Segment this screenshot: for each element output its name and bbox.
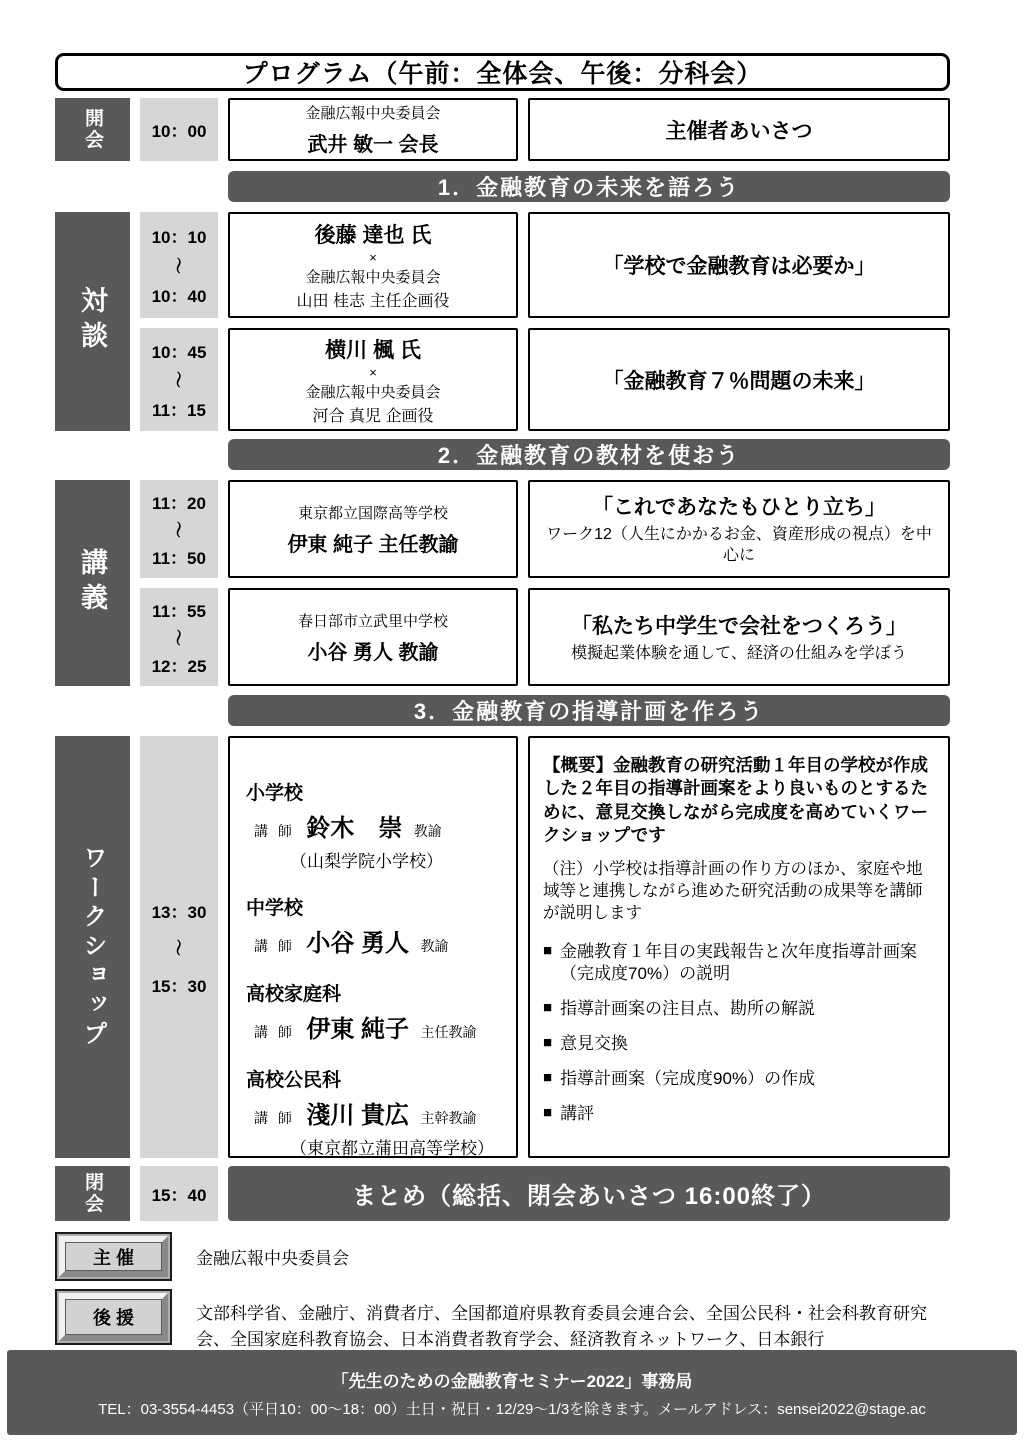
support-badge xyxy=(55,1289,172,1345)
workshop-note: （注）小学校は指導計画の作り方のほか、家庭や地域等と連携しながら進めた研究活動の成果等を講師が説明します xyxy=(543,860,923,922)
instructor-school-note: （東京都立蒲田高等学校） xyxy=(290,1139,494,1158)
closing-side-label xyxy=(55,1166,130,1221)
opening-content-text: 主催者あいさつ xyxy=(665,119,813,143)
workshop-agenda-item xyxy=(543,998,935,1020)
opening-speaker-name: 武井 敏一 会長 xyxy=(307,134,439,156)
workshop-group-hs-home-economics xyxy=(246,979,502,1044)
instructor-name: 淺川 貴広 xyxy=(306,1102,410,1129)
opening-content-box xyxy=(528,98,950,161)
closing-summary-bar xyxy=(228,1166,950,1221)
host-value: 金融広報中央委員会 xyxy=(196,1249,349,1268)
talk2-org: 金融広報中央委員会 xyxy=(305,383,441,401)
lecture1-topic: 「これであなたもひとり立ち」 xyxy=(592,496,886,520)
talk2-time-start: 10：45 xyxy=(151,343,207,362)
closing-side-label-text: 閉会 xyxy=(82,1172,103,1215)
talk2-speakers-box xyxy=(228,328,518,431)
section1-side-label xyxy=(55,212,130,431)
instructor-role: 講 師 xyxy=(254,1024,295,1040)
closing-row xyxy=(55,1166,950,1221)
workshop-instructor-line xyxy=(246,923,502,958)
workshop-agenda-item xyxy=(543,1103,935,1125)
workshop-agenda-list xyxy=(543,941,935,1126)
lecture1-speaker-box xyxy=(228,480,518,578)
workshop-agenda-item xyxy=(543,1033,935,1055)
opening-speaker-org: 金融広報中央委員会 xyxy=(305,105,441,122)
instructor-title: 教諭 xyxy=(413,823,442,839)
section2-side-label xyxy=(55,480,130,686)
lecture1-time-cell xyxy=(140,480,218,578)
lecture2-topic-box xyxy=(528,588,950,686)
talk1-cross: × xyxy=(369,250,377,265)
lecture2-speaker-box xyxy=(228,588,518,686)
talk2-time-end: 11：15 xyxy=(152,401,206,420)
workshop-category: 高校公民科 xyxy=(246,1070,342,1091)
closing-time: 15：40 xyxy=(151,1186,207,1205)
section1-rows xyxy=(140,212,950,431)
talk2-topic-box xyxy=(528,328,950,431)
tilde-glyph: 〜 xyxy=(167,938,187,956)
instructor-title: 教諭 xyxy=(420,938,449,954)
opening-speaker-box xyxy=(228,98,518,161)
workshop-instructor-line xyxy=(246,808,502,843)
lecture1-time-end: 11：50 xyxy=(152,549,206,569)
section3-side-label-text: ワークショップ xyxy=(79,844,106,1050)
support-value: 文部科学省、金融庁、消費者庁、全国都道府県教育委員会連合会、全国公民科・社会科教育研究会、全国家庭科教育協会、日本消費者教育学会、経済教育ネットワーク、日本銀行 xyxy=(196,1304,927,1349)
section3-body xyxy=(55,736,950,1158)
workshop-group-junior-high xyxy=(246,893,502,958)
talk1-time-end: 10：40 xyxy=(151,287,207,307)
opening-side-label-text: 開会 xyxy=(82,108,103,151)
lecture1-time-start: 11：20 xyxy=(152,493,206,513)
section1-header xyxy=(228,171,950,202)
lecture-row-1 xyxy=(140,480,950,578)
section1-body xyxy=(55,212,950,431)
workshop-group-elementary xyxy=(246,778,502,872)
instructor-school-note: （山梨学院小学校） xyxy=(290,852,443,871)
talk1-topic: 「学校で金融教育は必要か」 xyxy=(602,255,876,278)
lecture2-time-start: 11：55 xyxy=(152,601,206,621)
instructor-name: 伊東 純子 xyxy=(306,1016,410,1043)
bullet-square-icon: ■ xyxy=(543,941,553,959)
talk1-time-cell xyxy=(140,212,218,318)
workshop-instructor-line xyxy=(246,1095,502,1130)
opening-time: 10：00 xyxy=(151,122,207,141)
bullet-square-icon: ■ xyxy=(543,1034,553,1052)
section2-rows xyxy=(140,480,950,686)
instructor-title: 主任教諭 xyxy=(420,1024,477,1040)
lecture1-subtitle: ワーク12（人生にかかるお金、資産形成の視点）を中心に xyxy=(546,526,932,564)
workshop-time-end: 15：30 xyxy=(151,976,207,996)
workshop-category: 高校家庭科 xyxy=(246,984,342,1005)
tilde-glyph: 〜 xyxy=(167,256,187,274)
instructor-role: 講 師 xyxy=(254,1110,295,1126)
lecture2-school: 春日部市立武里中学校 xyxy=(297,612,448,630)
lecture2-topic: 「私たち中学生で会社をつくろう」 xyxy=(571,614,907,638)
workshop-time-cell xyxy=(140,736,218,1158)
bullet-square-icon: ■ xyxy=(543,1104,553,1122)
instructor-role: 講 師 xyxy=(254,938,295,954)
talk2-guest: 横川 楓 氏 xyxy=(325,338,421,362)
talk2-topic: 「金融教育７％問題の未来」 xyxy=(602,369,876,393)
footer-office-name: 「先生のための金融教育セミナー2022」事務局 xyxy=(331,1371,693,1391)
tilde-glyph: 〜 xyxy=(167,371,187,388)
talk1-org: 金融広報中央委員会 xyxy=(305,269,441,286)
talk1-time-start: 10：10 xyxy=(151,227,207,247)
instructor-title: 主幹教諭 xyxy=(420,1110,477,1126)
section2-header-text: 2．金融教育の教材を使おう xyxy=(437,443,741,468)
host-badge-label: 主 催 xyxy=(59,1236,168,1277)
section2-side-label-text: 講義 xyxy=(77,547,107,619)
program-content xyxy=(55,53,950,1349)
workshop-agenda-text: 金融教育１年目の実践報告と次年度指導計画案（完成度70%）の説明 xyxy=(560,941,918,983)
workshop-time-start: 13：30 xyxy=(151,902,207,922)
workshop-category: 小学校 xyxy=(246,783,304,804)
talk1-host: 山田 桂志 主任企画役 xyxy=(296,293,450,310)
talk1-guest: 後藤 達也 氏 xyxy=(314,224,432,247)
workshop-agenda-item xyxy=(543,941,935,985)
section1-header-text: 1．金融教育の未来を語ろう xyxy=(437,175,741,200)
workshop-agenda-text: 講評 xyxy=(560,1104,595,1124)
workshop-description-box xyxy=(528,736,950,1158)
page-title-text: プログラム（午前：全体会、午後：分科会） xyxy=(242,60,763,88)
talk1-speakers-box xyxy=(228,212,518,318)
lecture2-time-end: 12：25 xyxy=(151,657,207,677)
tilde-glyph: 〜 xyxy=(167,628,187,646)
talk1-topic-box xyxy=(528,212,950,318)
opening-row xyxy=(55,98,950,161)
instructor-role: 講 師 xyxy=(254,823,295,839)
host-row xyxy=(55,1232,950,1281)
lecture2-time-cell xyxy=(140,588,218,686)
workshop-agenda-item xyxy=(543,1068,935,1090)
workshop-category: 中学校 xyxy=(246,898,304,919)
lecture2-subtitle: 模擬起業体験を通して、経済の仕組みを学ぼう xyxy=(571,644,907,662)
section2-body xyxy=(55,480,950,686)
section1-side-label-text: 対談 xyxy=(77,286,107,357)
section2-header xyxy=(228,439,950,470)
workshop-group-hs-civics xyxy=(246,1065,502,1159)
bullet-square-icon: ■ xyxy=(543,1069,553,1087)
workshop-overview: 【概要】金融教育の研究活動１年目の学校が作成した２年目の指導計画案をより良いものとするために、意見交換しながら完成度を高めていくワークショップです xyxy=(543,755,928,845)
talk2-host: 河合 真児 企画役 xyxy=(312,407,434,425)
workshop-agenda-text: 意見交換 xyxy=(560,1034,629,1054)
talk2-time-cell xyxy=(140,328,218,431)
section3-side-label xyxy=(55,736,130,1158)
opening-time-cell xyxy=(140,98,218,161)
lecture1-school: 東京都立国際高等学校 xyxy=(297,504,448,522)
talk-row-2 xyxy=(140,328,950,431)
workshop-instructors-box xyxy=(228,736,518,1158)
instructor-name: 鈴木 崇 xyxy=(306,815,403,842)
opening-side-label xyxy=(55,98,130,161)
lecture1-teacher: 伊東 純子 主任教諭 xyxy=(287,533,459,556)
talk-row-1 xyxy=(140,212,950,318)
workshop-agenda-text: 指導計画案の注目点、勘所の解説 xyxy=(560,999,816,1019)
footer-bar xyxy=(7,1350,1017,1435)
talk2-cross: × xyxy=(369,364,377,380)
instructor-name: 小谷 勇人 xyxy=(306,930,410,957)
page-title xyxy=(55,53,950,91)
workshop-instructor-line xyxy=(246,1009,502,1044)
lecture1-topic-box xyxy=(528,480,950,578)
support-row xyxy=(55,1289,950,1349)
support-badge-label: 後 援 xyxy=(59,1293,168,1341)
section3-header xyxy=(228,695,950,726)
host-badge xyxy=(55,1232,172,1281)
lecture-row-2 xyxy=(140,588,950,686)
section3-header-text: 3．金融教育の指導計画を作ろう xyxy=(413,699,765,724)
closing-time-cell xyxy=(140,1166,218,1221)
footer-contact-info: TEL：03-3554-4453（平日10：00〜18：00）土日・祝日・12/29〜1/3を除きます。メールアドレス：sensei2022@stage.ac xyxy=(98,1400,926,1418)
bullet-square-icon: ■ xyxy=(543,999,553,1017)
lecture2-teacher: 小谷 勇人 教諭 xyxy=(307,641,439,664)
tilde-glyph: 〜 xyxy=(167,520,187,538)
workshop-agenda-text: 指導計画案（完成度90%）の作成 xyxy=(560,1069,816,1089)
closing-summary-text: まとめ（総括、閉会あいさつ 16:00終了） xyxy=(351,1183,827,1210)
